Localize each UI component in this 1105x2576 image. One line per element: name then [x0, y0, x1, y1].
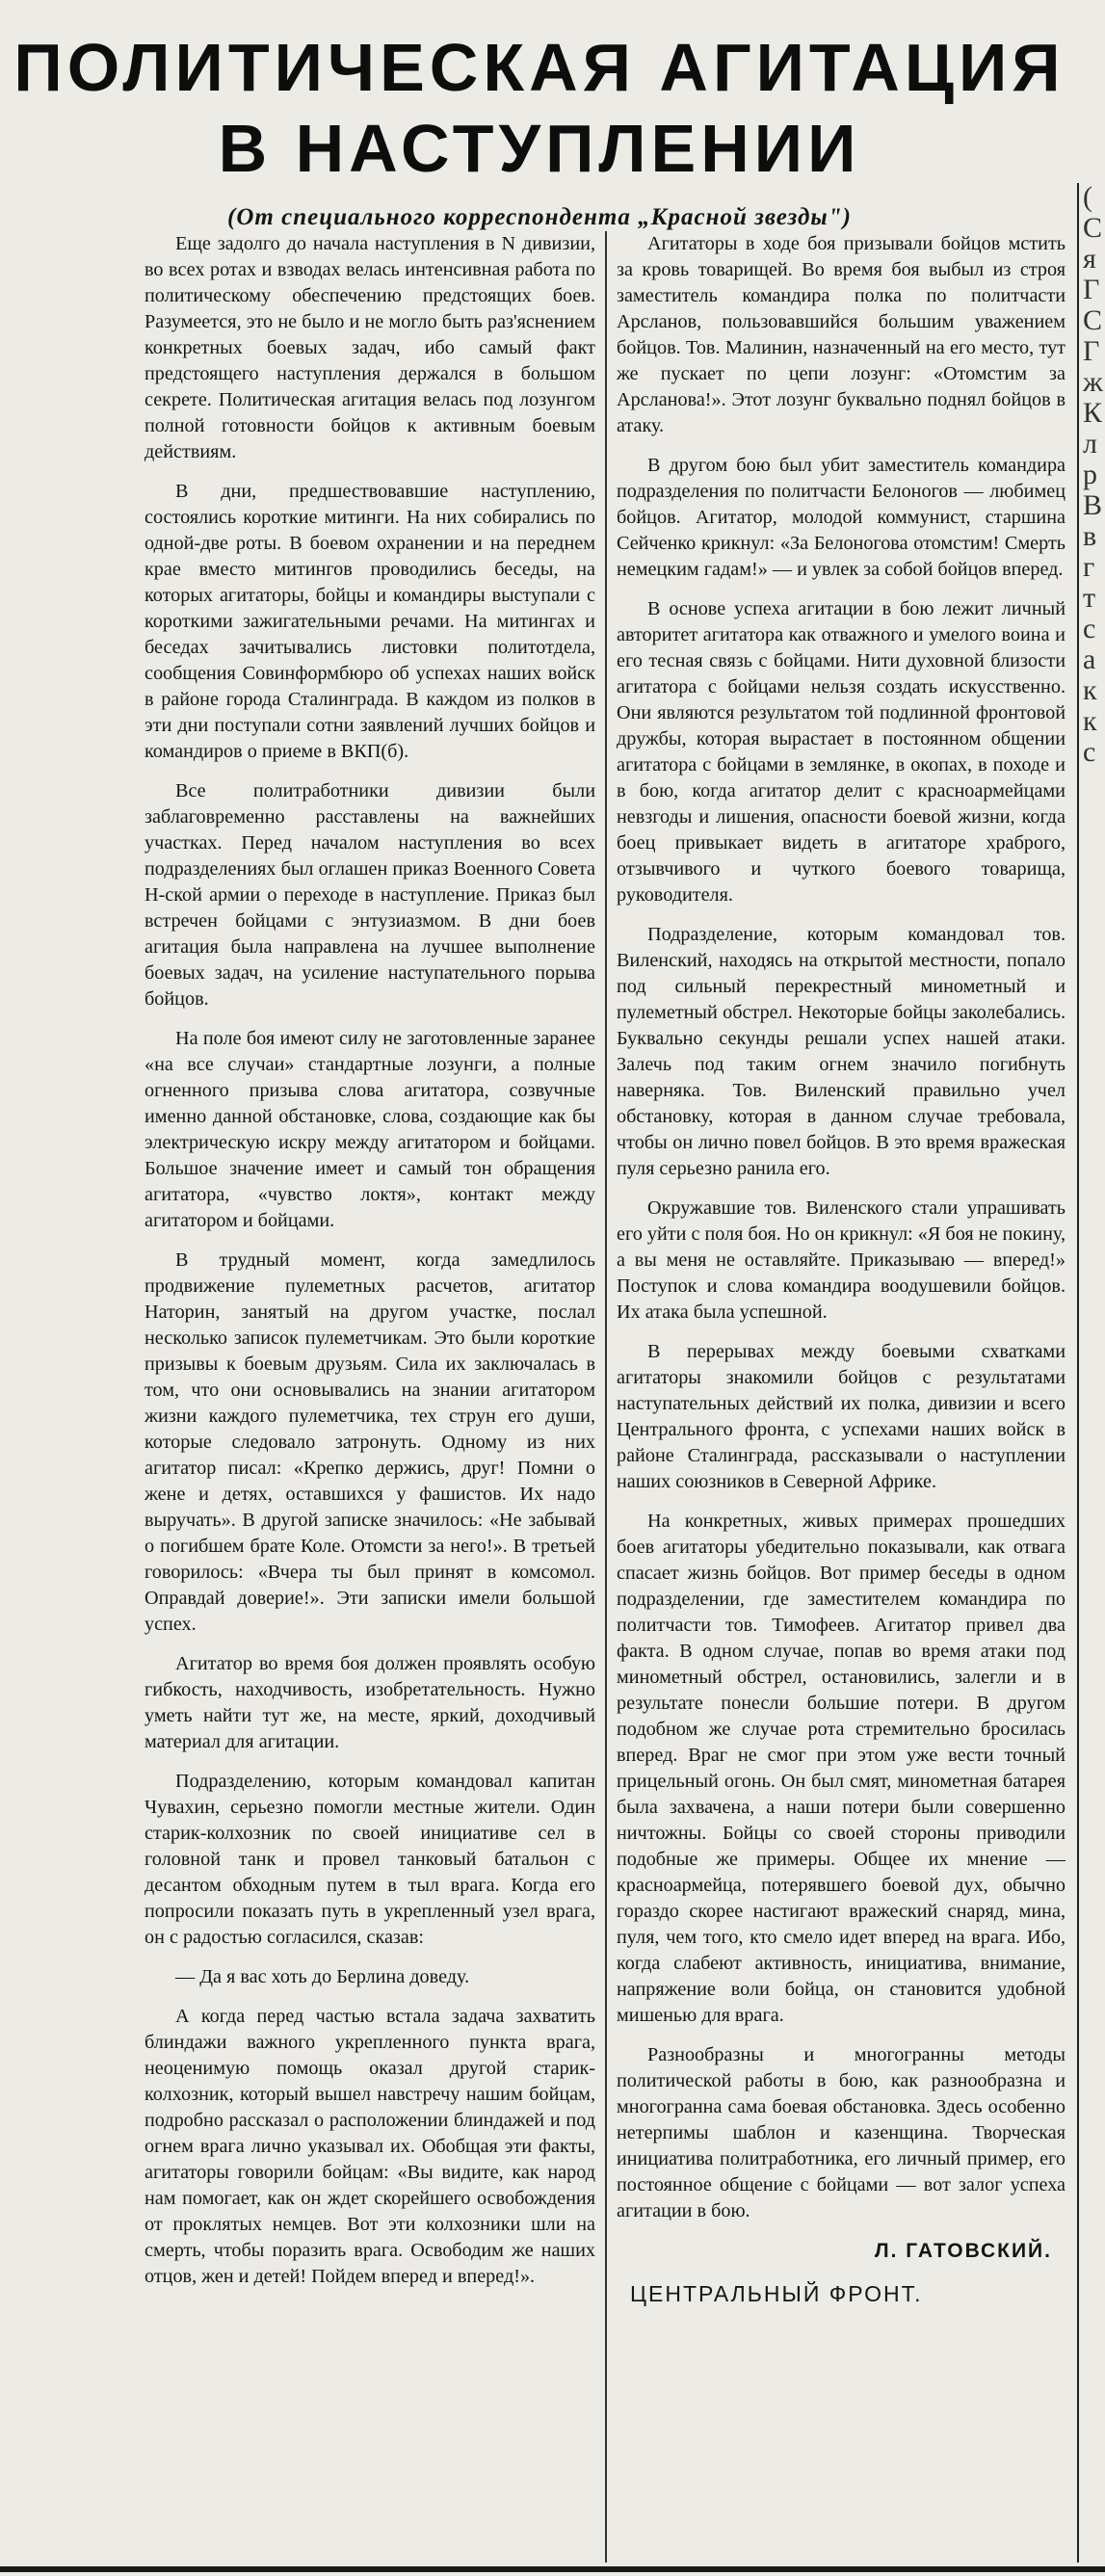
- paragraph: А когда перед частью встала задача захватить блиндажи важного укрепленного пункта врага, неоценимую помощь оказал другой старик-колхозник, который вышел навстречу нашим бойцам, подробно рассказал о расположении блиндажей и под огнем врага лично указывал их. Обобщая эти факты, агитаторы говорили бойцам: «Вы видите, как народ нам помогает, как он ждет скорейшего освобождения от проклятых немцев. Вот эти колхозники шли на смерть, чтобы поразить врага. Освободим же наших отцов, жен и детей! Пойдем вперед и вперед!».: [145, 2006, 595, 2287]
- adjacent-fragment: С: [1083, 212, 1103, 244]
- paragraph-quote: — Да я вас хоть до Берлина доведу.: [175, 1966, 470, 1987]
- adjacent-fragment: р: [1083, 459, 1097, 490]
- paragraph: Окружавшие тов. Виленского стали упрашивать его уйти с поля боя. Но он крикнул: «Я боя не покину, а вы меня не оставляйте. Приказываю — вперед!» Поступок и слова командира воодушевили бойцов. Их атака была успешной.: [617, 1197, 1066, 1323]
- adjacent-fragment: К: [1083, 397, 1103, 429]
- paragraph: В перерывах между боевыми схватками агитаторы знакомили бойцов с результатами наступательных действий их полка, дивизии и всего Центрального фронта, с успехами наших войск в районе Сталинграда, рассказывали о наступлении наших союзников в Северной Африке.: [617, 1341, 1066, 1492]
- paragraph: Агитатор во время боя должен проявлять особую гибкость, находчивость, изобретательность. Нужно уметь найти тут же, на месте, яркий, доходчивый материал для агитации.: [145, 1653, 595, 1752]
- adjacent-fragment: С: [1083, 304, 1103, 336]
- adjacent-fragment: Г: [1083, 274, 1100, 305]
- paragraph: Все политработники дивизии были заблаговременно расставлены на важнейших участках. Перед началом наступления во всех подразделениях был оглашен приказ Военного Совета Н-ской армии о переходе в наступление. Приказ был встречен бойцами с энтузиазмом. В дни боев агитация была направлена на лучшее выполнение боевых задач, на усиление наступательного порыва бойцов.: [145, 780, 595, 1010]
- adjacent-fragment: В: [1083, 489, 1103, 521]
- paragraph: На конкретных, живых примерах прошедших боев агитаторы убедительно показывали, как отвага спасает жизнь бойцов. Вот пример беседы в одном подразделении, где заместителем командира по политчасти тов. Тимофеев. Агитатор привел два факта. В одном случае, попав во время атаки под минометный обстрел, остановились, залегли и в результате понесли большие потери. В другом подобном же случае рота стремительно бросилась вперед. Враг не смог при этом уже вести точный прицельный огонь. Он был смят, минометная батарея была захвачена, а наши потери были совершенно ничтожны. Бойцы со своей стороны приводили подобные же примеры. Общее их мнение — красноармейца, потерявшего боевой дух, обычно гораздо скорее настигают вражеский снаряд, мина, пуля, чем того, кто смело идет вперед на врага. Ибо, когда слабеют активность, инициатива, внимание, напряжение воли бойца, он становится удобной мишенью для врага.: [617, 1511, 1066, 2026]
- column-right: [605, 231, 1075, 2563]
- author-signature: Л. ГАТОВСКИЙ.: [874, 2240, 1052, 2262]
- byline: (От специального корреспондента „Красной звезды"): [227, 204, 852, 230]
- adjacent-fragment: к: [1083, 674, 1097, 706]
- paragraph: В дни, предшествовавшие наступлению, состоялись короткие митинги. На них собирались по одной-две роты. В боевом охранении и на переднем крае вместо митингов проводились беседы, на которых агитаторы, бойцы и командиры выступали с короткими зажигательными речами. На митингах и беседах зачитывались листовки политотдела, сообщения Совинформбюро об успехах наших войск в районе города Сталинграда. В каждом из полков в эти дни поступали сотни заявлений лучших бойцов и командиров о приеме в ВКП(б).: [145, 481, 595, 762]
- adjacent-fragment: г: [1083, 551, 1095, 583]
- paragraph: Еще задолго до начала наступления в N дивизии, во всех ротах и взводах велась интенсивная работа по политическому обеспечению предстоящих боев. Разумеется, это не было и не могло быть раз'яснением конкретных боевых задач, ибо самый факт предстоящего наступления держался в большом секрете. Политическая агитация велась под лозунгом полной готовности бойцов к активным боевым действиям.: [145, 233, 595, 462]
- dateline-front: ЦЕНТРАЛЬНЫЙ ФРОНТ.: [630, 2281, 923, 2306]
- adjacent-fragment: в: [1083, 520, 1097, 552]
- adjacent-fragment: с: [1083, 613, 1096, 644]
- paragraph: Агитаторы в ходе боя призывали бойцов мстить за кровь товарищей. Во время боя выбыл из строя заместитель командира полка по политчасти Арсланов, пользовавшийся большим уважением бойцов. Тов. Малинин, назначенный на его место, тут же пускает по цепи лозунг: «Отомстим за Арсланова!». Этот лозунг буквально поднял бойцов в атаку.: [617, 233, 1066, 436]
- adjacent-fragment: т: [1083, 582, 1096, 614]
- article-columns: [135, 231, 1075, 2563]
- bottom-rule: [0, 2566, 1105, 2572]
- adjacent-fragment: Г: [1083, 335, 1100, 367]
- adjacent-fragment: с: [1083, 736, 1096, 768]
- headline-line-2: В НАСТУПЛЕНИИ: [218, 111, 861, 186]
- adjacent-fragment: л: [1083, 428, 1097, 460]
- adjacent-column-edge: [1077, 183, 1105, 2563]
- paragraph: На поле боя имеют силу не заготовленные заранее «на все случаи» стандартные лозунги, а полные огненного призыва слова агитатора, созвучные именно данной обстановке, слова, создающие как бы электрическую искру между агитатором и бойцами. Большое значение имеет и самый тон обращения агитатора, «чувство локтя», контакт между агитатором и бойцами.: [145, 1028, 595, 1231]
- paragraph: Подразделение, которым командовал тов. Виленский, находясь на открытой местности, попало под сильный перекрестный минометный и пулеметный обстрел. Некоторые бойцы заколебались. Буквально секунды решали успех нашей атаки. Залечь под таким огнем значило погибнуть наверняка. Тов. Виленский правильно учел обстановку, которая в данном случае требовала, чтобы он лично повел бойцов. В это время вражеская пуля серьезно ранила его.: [617, 924, 1066, 1179]
- paragraph: Разнообразны и многогранны методы политической работы в бою, как разнообразна и многогранна сама боевая обстановка. Здесь особенно нетерпимы шаблон и казенщина. Творческая инициатива политработника, его личный пример, его постоянное общение с бойцами — вот залог успеха агитации в бою.: [617, 2044, 1066, 2221]
- paragraph: В трудный момент, когда замедлилось продвижение пулеметных расчетов, агитатор Наторин, занятый на другом участке, послал несколько записок пулеметчикам. Это были короткие призывы к боевым друзьям. Сила их заключалась в том, что они основывались на знании агитатором жизни каждого пулеметчика, тех струн его души, которые следовало затронуть. Одному из них агитатор писал: «Крепко держись, друг! Помни о жене и детях, оставшихся у фашистов. Их надо выручать». В другой записке значилось: «Не забывай о погибшем брате Коле. Отомсти за него!». В третьей говорилось: «Вчера ты был принят в комсомол. Оправдай доверие!». Эти записки имели большой успех.: [145, 1249, 595, 1635]
- adjacent-fragment: я: [1083, 243, 1096, 275]
- paragraph: В основе успеха агитации в бою лежит личный авторитет агитатора как отважного и умелого воина и его тесная связь с бойцами. Нити духовной близости агитатора с бойцами нельзя создать искусственно. Они являются результатом той подлинной фронтовой дружбы, которая вырастает в постоянном общении агитатора с бойцами в землянке, в окопах, в походе и в бою, когда агитатор делит с красноармейцами невзгоды и лишения, опасности боевой жизни, когда боец привыкает видеть в агитаторе храброго, отзывчивого и чуткого боевого товарища, руководителя.: [617, 598, 1066, 906]
- headline: [0, 0, 1079, 189]
- adjacent-fragment: ж: [1083, 366, 1103, 398]
- headline-line-1: ПОЛИТИЧЕСКАЯ АГИТАЦИЯ: [13, 30, 1066, 105]
- adjacent-fragment: к: [1083, 705, 1097, 737]
- paragraph: Подразделению, которым командовал капитан Чувахин, серьезно помогли местные жители. Один старик-колхозник по своей инициативе сел в головной танк и провел танковый батальон с десантом обходным путем в тыл врага. Когда его попросили показать путь в укрепленный узел врага, он с радостью согласился, сказав:: [145, 1771, 595, 1948]
- paragraph: В другом бою был убит заместитель командира подразделения по политчасти Белоногов — любимец бойцов. Агитатор, молодой коммунист, старшина Сейченко крикнул: «За Белоногова отомстим! Смерть немецким гадам!» — и увлек за собой бойцов вперед.: [617, 455, 1066, 580]
- adjacent-fragment: а: [1083, 644, 1096, 675]
- column-left: [135, 231, 605, 2563]
- adjacent-fragment: (: [1083, 183, 1092, 213]
